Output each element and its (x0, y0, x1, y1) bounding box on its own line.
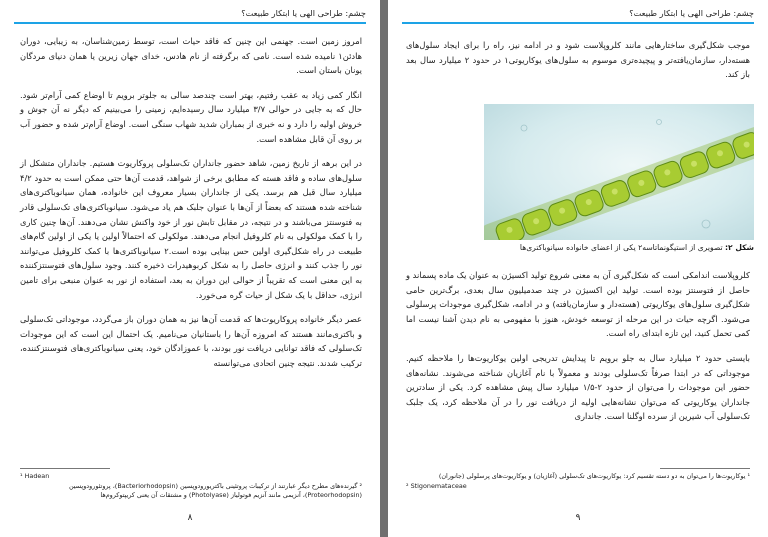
footnote-2: ² گیرنده‌های مطرح دیگر عبارتند از ترکیبات پروتئینی باکتریورودوپسین (Bacteriorhodopsin)، پروتئورودوپسین (Proteorhodopsin)، آنزیمی مانند آنزیم فوتولیاز (Photolyase) و مشتقات آن یعنی کریپتوکروم‌ها (68, 482, 362, 499)
header-rule (14, 22, 366, 24)
paragraph: در این برهه از تاریخ زمین، شاهد حضور جانداران تک‌سلولی پروکاریوت هستیم. جانداران متشکل از سلول‌های ساده و فاقد هسته که مطابق برخی از شواهد، قدمت آن‌ها حتی ممکن است به حدود ۴/۲ میلیارد سال قبل هم برسد. یکی از جانداران بسیار معروف این خانواده، همان سیانوباکتری‌های شناخته شده هستند که بعضاً از آن‌ها با عنوان جلبک هم یاد می‌شود. سیانوباکتری‌های تک‌سلولی قادر به فتوسنتز می‌باشند و در نتیجه، در مقابل تابش نور از خود واکنش نشان می‌دهند. آن‌ها چنین کاری را با کمک مولکولی به نام کلروفیل انجام می‌دهند. مولکولی که احتمالاً اولین یا یکی از اولین گام‌های طبیعت در راه شکل‌گیری اولین حس بینایی بوده است.۲ سیانوباکتری‌ها با کمک کلروفیل می‌توانند نور را جذب کنند و انرژی حاصل را به شکل کربوهیدرات ذخیره کنند. وجود سلول‌های فتوسنتزکننده به این معنی است که تقریباً از حوالی این دوران به بعد، استفاده از نور به عنوان منبعی برای تامین انرژی، حداقل با یک شکل از حیات گره می‌خورد. (20, 158, 362, 300)
footnote-1: ¹ Hadean (20, 472, 50, 480)
page-number: ۸ (187, 513, 193, 523)
running-header: چشم: طراحی الهی یا ابتکار طبیعت؟ (241, 8, 366, 18)
algae-filament-illustration (484, 104, 754, 240)
running-header: چشم: طراحی الهی یا ابتکار طبیعت؟ (629, 8, 754, 18)
caption-text: تصویری از استیگونماتاسه۲ یکی از اعضای خانواده سیانوباکتری‌ها (519, 243, 723, 252)
left-page (0, 0, 380, 537)
paragraph: انگار کمی زیاد به عقب رفتیم، بهتر است چندصد سالی به جلوتر برویم تا اوضاع کمی آرام‌تر شود. حال که به جایی در حوالی ۳/۷ میلیارد سال رسیده‌ایم، زمینی را می‌بینیم که دیگر نه آن جوش و خروش اولیه را دارد و نه خبری از بمباران شدید شهاب سنگی است. اوضاع آرام‌تر شده و حضور آب بر روی آن قابل مشاهده است. (20, 89, 362, 144)
paragraph: امروز زمین است. جهنمی این چنین که فاقد حیات است، توسط زمین‌شناسان، به زیبایی، دوران هادئن۱ نامیده شده است. نامی که برگرفته از نام هادس، خدای جهان زیرین یا همان دنیای مردگان یونان باستان است. (20, 36, 362, 76)
caption-label: شکل ۲: (725, 243, 754, 252)
body-text (406, 268, 750, 434)
paragraph: کلروپلاست اندامکی است که شکل‌گیری آن به معنی شروع تولید اکسیژن به عنوان یک ماده پسماند و حاصل از فتوسنتز بوده است. تولید این اکسیژن در چند صدمیلیون سال بعدی، برگ‌ترین حامی شکل‌گیری سلول‌های یوکاریوتی (هسته‌دار و سازمان‌یافته) و در ادامه، شکل‌گیری موجودات پرسلولی می‌شود. اگرچه حیات در این مرحله از توسعه خودش، هنوز با مفهومی به نام دیدن آشنا نیست اما کمی تحمل کنید، این تازه ابتدای راه است. (406, 270, 750, 339)
figure-caption (484, 242, 754, 253)
page-number: ۹ (575, 513, 581, 523)
paragraph: بایستی حدود ۲ میلیارد سال به جلو برویم تا پیدایش تدریجی اولین یوکاریوت‌ها را ملاحظه کنیم. موجوداتی که در ابتدا صرفاً تک‌سلولی بودند و معمولاً با نام آغازیان شناخته می‌شوند. نشانه‌های حضور این موجودات را می‌توان از حدود ۲-۱/۵ میلیارد سال پیش مشاهده کرد. یکی از سادترین جانداران یوکاریوتی که می‌توان نشانه‌هایی اولیه از دریافت نور را در آن ملاحظه کرد، یک جلبک تک‌سلولی آب شیرین از سرده اوگلنا است. جانداری (406, 352, 750, 422)
footnote-1: ¹ یوکاریوت‌ها را می‌توان به دو دسته تقسیم کرد: یوکاریوت‌های تک‌سلولی (آغازیان) و یوکاریوت‌های پرسلولی (جانوران) (438, 472, 750, 480)
footnote-2: ² Stigonemataceae (406, 482, 467, 490)
body-text (20, 34, 362, 380)
paragraph: عصر دیگر خانواده پروکاریوت‌ها که قدمت آن‌ها نیز به همان دوران باز می‌گردد، موجوداتی تک‌سلولی و باکتری‌مانند هستند که امروزه آن‌ها را باستانیان می‌نامیم. یک احتمال این است که این موجودات تک‌سلولی که فاقد توانایی دریافت نور بودند، با عموزادگان خود، یعنی سیانوباکتری‌های فتوسنتزکننده، ترکیب شدند. نتیجه چنین اتحادی می‌توانسته (20, 314, 362, 368)
right-page (388, 0, 768, 537)
header-rule (402, 22, 754, 24)
footnote-rule (660, 468, 750, 469)
book-gutter (380, 0, 388, 537)
intro-text: موجب شکل‌گیری ساختارهایی مانند کلروپلاست شود و در ادامه نیز، راه را برای ایجاد سلول‌های هسته‌دار، سازمان‌یافته‌تر و پیچیده‌تری موسوم به سلول‌های یوکاریوتی۱ در حدود ۲ میلیارد سال بعد باز کند. (406, 40, 750, 80)
cyanobacteria-photo (484, 104, 754, 240)
footnote-rule (20, 468, 110, 469)
